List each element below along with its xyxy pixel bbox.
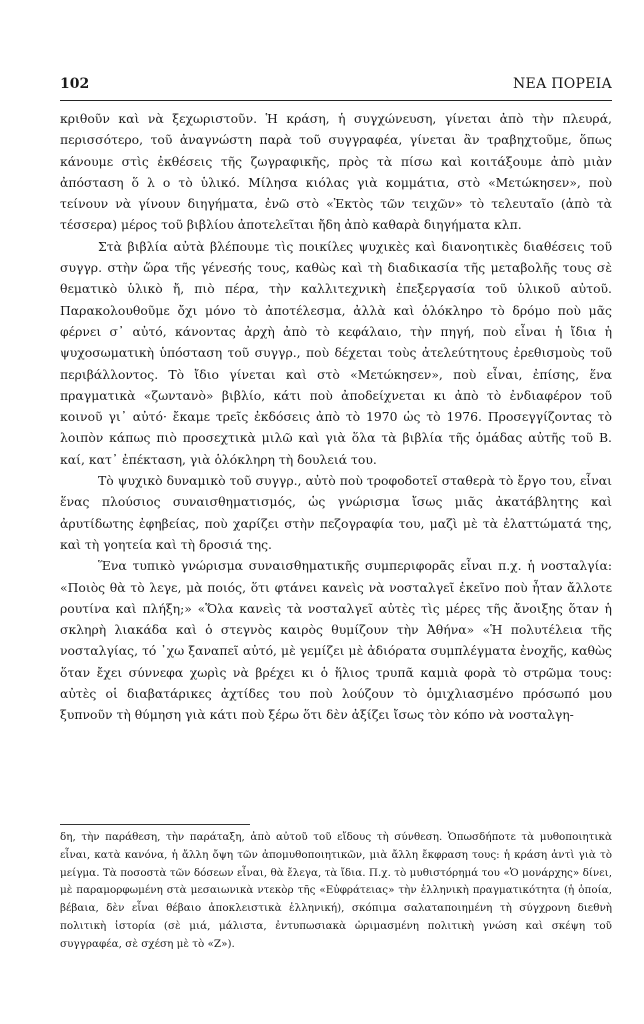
paragraph: Τὸ ψυχικὸ δυναμικὸ τοῦ συγγρ., αὐτὸ ποὺ τροφοδοτεῖ σταθερὰ τὸ ἔργο του, εἶναι ἕνας πλούσιος συναισθηματισμός, ὡς γνώρισμα ἴσως μιᾶς ἀκατάβλητης καὶ ἀρυτίδωτης ἐφηβείας, ποὺ χαρίζει στὴν πεζογραφία του, μαζὶ μὲ τὰ ἐλαττώματά της, καὶ τὴ γοητεία καὶ τὴ δροσιά της.	[60, 473, 612, 552]
footnote-divider	[60, 824, 250, 825]
footnote-paragraph: δη, τὴν παράθεση, τὴν παράταξη, ἀπὸ αὐτοῦ τοῦ εἴδους τὴ σύνθεση. Ὁπωσδήποτε τὰ μυθοποιητικὰ εἶναι, κατὰ κανόνα, ἡ ἄλλη ὄψη τῶν ἀπομυθοποιητικῶν, μιὰ ἄλλη ἔκφραση τους: ἡ κράση ἀντὶ γιὰ τὸ μείγμα. Τὰ ποσοστὰ τῶν δόσεων εἶναι, θὰ ἔλεγα, τὰ ἴδια. Π.χ. τὸ μυθιστόρημά του «Ὁ μονάρχης» δίνει, μὲ παραμορφωμένη στὰ μεσαιωνικὰ ντεκὸρ τῆς «Εὐφράτειας» τὴν ἑλληνικὴ πραγματικότητα (ἡ ὁποία, βέβαια, δὲν εἶναι θέβαιο ἀποκλειστικὰ ἑλληνική), σκόπιμα σαλαταποιημένη τὴ σύγχρονη διεθνὴ πολιτικὴ ἱστορία (σὲ μιά, μάλιστα, ἐντυπωσιακὰ ὡριμασμένη πολιτικὴ γνώση καὶ σκέψη τοῦ συγγραφέα, σὲ σχέση μὲ τὸ «Ζ»).	[60, 831, 612, 950]
footnote	[60, 829, 612, 954]
paragraph: Στὰ βιβλία αὐτὰ βλέπουμε τὶς ποικίλες ψυχικὲς καὶ διανοητικὲς διαθέσεις τοῦ συγγρ. στὴν ὥρα τῆς γένεσής τους, καθὼς καὶ τὴ διαδικασία τῆς μεταβολῆς τους σὲ θεματικὸ ὑλικὸ ἤ, πιὸ πέρα, τὴν καλλιτεχνικὴ ἐπεξεργασία τοῦ ὑλικοῦ αὐτοῦ. Παρακολουθοῦμε ὄχι μόνο τὸ ἀποτέλεσμα, ἀλλὰ καὶ ὁλόκληρο τὸ δρόμο ποὺ μᾶς φέρνει σ᾿ αὐτό, κάνοντας ἀρχὴ ἀπὸ τὸ κεφάλαιο, τὴν πηγή, ποὺ εἶναι ἡ ἴδια ἡ ψυχοσωματικὴ ὑπόσταση τοῦ συγγρ., ποὺ δέχεται τοὺς ἀτελεύτητους ἐρεθισμοὺς τοῦ περιβάλλοντος. Τὸ ἴδιο γίνεται καὶ στὸ «Μετώκησεν», ποὺ εἶναι, ἐπίσης, ἕνα πραγματικὰ «ζωντανὸ» βιβλίο, κάτι ποὺ ἀποδείχνεται κι ἀπὸ τὸ ἐνδιαφέρον τοῦ κοινοῦ γι᾿ αὐτό· ἔκαμε τρεῖς ἐκδόσεις ἀπὸ τὸ 1970 ὡς τὸ 1976. Προσεγγίζοντας τὸ λοιπὸν κάπως πιὸ προσεχτικὰ μιλῶ καὶ γιὰ ὅλα τὰ βιβλία τῆς ὁμάδας αὐτῆς τοῦ Β. καί, κατ᾿ ἐπέκταση, γιὰ ὁλόκληρη τὴ δουλειά του.	[60, 238, 612, 467]
paragraph: κριθοῦν καὶ νὰ ξεχωριστοῦν. Ἡ κράση, ἡ συγχώνευση, γίνεται ἀπὸ τὴν πλευρά, περισσότερο, τοῦ ἀναγνώστη παρὰ τοῦ συγγραφέα, γίνεται ἂν τραβηχτοῦμε, ὅπως κάνουμε στὶς ἐκθέσεις τῆς ζωγραφικῆς, πρὸς τὰ πίσω καὶ κοιτάξουμε ἀπὸ μιὰν ἀπόσταση ὅ λ ο τὸ ὑλικό. Μίλησα κιόλας γιὰ κομμάτια, στὸ «Μετώκησεν», ποὺ τείνουν νὰ γίνουν διηγήματα, ἐνῶ στὸ «Ἐκτὸς τῶν τειχῶν» τὸ τελευταῖο (ἀπὸ τὰ τέσσερα) μέρος τοῦ βιβλίου ἀποτελεῖται ἤδη ἀπὸ καθαρὰ διηγήματα κλπ.	[60, 111, 612, 233]
page-header	[60, 76, 612, 101]
running-title: ΝΕΑ ΠΟΡΕΙΑ	[513, 76, 612, 92]
page-number: 102	[60, 76, 90, 92]
main-text	[60, 108, 612, 726]
paragraph: Ἕνα τυπικὸ γνώρισμα συναισθηματικῆς συμπεριφορᾶς εἶναι π.χ. ἡ νοσταλγία: «Ποιὸς θὰ τὸ λεγε, μὰ ποιός, ὅτι φτάνει κανεὶς νὰ νοσταλγεῖ ἐκεῖνο ποὺ ἦταν ἄλλοτε ρουτίνα καὶ πλήξη;» «Ὅλα κανεὶς τὰ νοσταλγεῖ αὐτὲς τὶς μέρες τῆς ἄνοιξης ὅταν ἡ σκληρὴ λιακάδα καὶ ὁ στεγνὸς καιρὸς θυμίζουν τὴν Ἀθήνα» «Ἡ πολυτέλεια τῆς νοσταλγίας, τό ᾽χω ξαναπεῖ αὐτό, μὲ γεμίζει μὲ ἀδιόρατα συμπλέγματα ἐνοχῆς, καθὼς ὅταν ἔχει σύννεφα χωρὶς νὰ βρέχει κι ὁ ἥλιος τρυπᾶ καμιὰ φορὰ τὸ στρῶμα τους: αὐτὲς οἱ διαβατάρικες ἀχτίδες του ποὺ λούζουν τὸ ὁμιχλιασμένο πρόσωπό μου ξυπνοῦν τὴ θύμηση γιὰ κάτι ποὺ ξέρω ὅτι δὲν ἀξίζει ἴσως τὸν κόπο νὰ νοσταλγη-	[60, 558, 612, 723]
